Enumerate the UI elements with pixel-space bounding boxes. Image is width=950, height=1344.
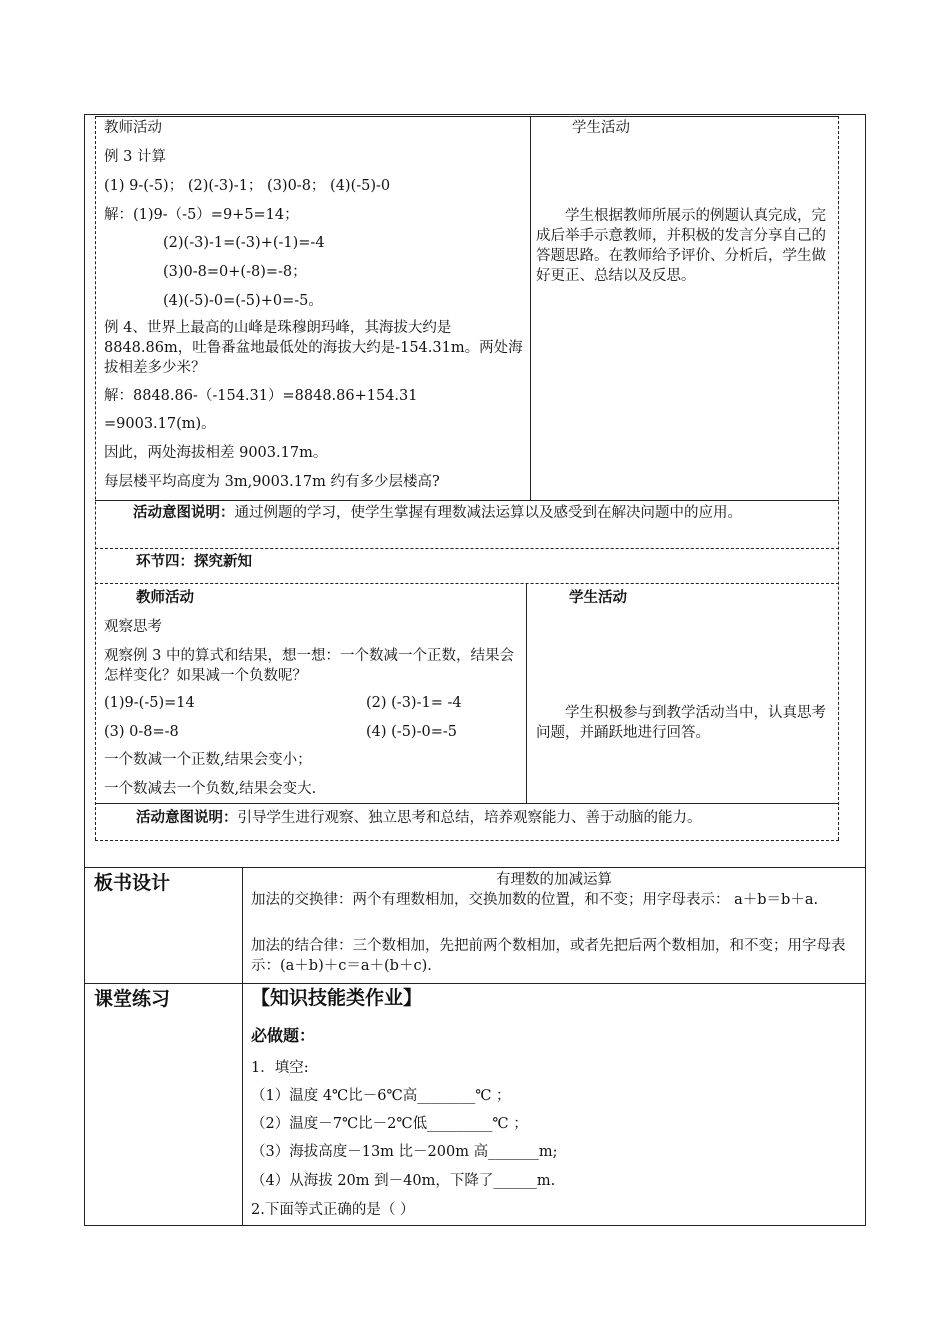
observe-text: 观察例 3 中的算式和结果，想一想：一个数减一个正数，结果会怎样变化？如果减一个负数呢？ (104, 648, 514, 684)
required-label: 必做题： (251, 1026, 316, 1045)
formula-2: (2) (-3)-1= -4 (366, 695, 462, 711)
example4-solution: 解：8848.86-（-154.31）=8848.86+154.31 (104, 388, 418, 404)
section4-divider (95, 803, 839, 804)
table-bottom-border (84, 1225, 866, 1226)
q1-item-3: （3）海拔高度－13m 比－200m 高_______m; (251, 1144, 558, 1160)
student-activity-header: 学生活动 (572, 120, 630, 136)
formula-4: (4) (-5)-0=-5 (366, 724, 457, 740)
teacher-activity-header: 教师活动 (104, 120, 162, 136)
q1-item-2: （2）温度－7℃比－2℃低_________℃ ； (251, 1116, 528, 1132)
example4-question: 每层楼平均高度为 3m,9003.17m 约有多少层楼高? (104, 474, 440, 490)
example4-conclusion: 因此，两处海拔相差 9003.17m。 (104, 445, 328, 461)
q2-title: 2.下面等式正确的是（ ） (251, 1202, 415, 1218)
student-activity-text-4: 学生积极参与到教学活动当中，认真思考问题，并踊跃地进行回答。 (536, 705, 826, 741)
board-associative: 加法的结合律：三个数相加，先把前两个数相加，或者先把后两个数相加，和不变；用字母表示：(a＋b)＋c＝a＋(b＋c). (251, 938, 846, 974)
formula-3: (3) 0-8=-8 (104, 724, 179, 740)
student-activity-header-4: 学生活动 (569, 589, 627, 606)
example3-title: 例 3 计算 (104, 149, 166, 165)
example3-problems: (1) 9-(-5)； (2)(-3)-1； (3)0-8； (4)(-5)-0 (104, 178, 391, 194)
student-activity-text: 学生根据教师所展示的例题认真完成，完成后举手示意教师，并积极的发言分享自己的答题思路。在教师给予评价、分析后，学生做好更正、总结以及反思。 (536, 208, 826, 284)
label-column-divider (242, 867, 243, 1225)
practice-label: 课堂练习 (94, 988, 171, 1010)
teacher-activity-header-4: 教师活动 (136, 589, 194, 606)
inner-left-dashed (95, 116, 96, 840)
solution-line-2: (2)(-3)-1=(-3)+(-1)=-4 (163, 235, 325, 251)
practice-top-border (84, 983, 866, 984)
q1-item-1: （1）温度 4℃比－6℃高________℃ ； (251, 1088, 511, 1104)
board-label: 板书设计 (94, 872, 171, 894)
conclusion-1: 一个数减一个正数,结果会变小； (104, 752, 312, 768)
board-title: 有理数的加减运算 (496, 872, 612, 888)
intent-label: 活动意图说明： (133, 504, 235, 521)
table-right-border (865, 114, 866, 1226)
board-top-border (84, 867, 866, 868)
q1-item-4: （4）从海拔 20m 到－40m，下降了______m. (251, 1173, 556, 1189)
solution-line-4: (4)(-5)-0=(-5)+0=-5。 (163, 293, 323, 309)
example4-text: 例 4、世界上最高的山峰是珠穆朗玛峰，其海拔大约是 8848.86m，吐鲁番盆地最低处的海拔大约是-154.31m。两处海拔相差多少米？ (104, 320, 523, 376)
section4-title: 环节四：探究新知 (136, 553, 252, 570)
board-commutative: 加法的交换律：两个有理数相加，交换加数的位置，和不变；用字母表示： a＋b＝b＋a. (251, 892, 819, 908)
q1-title: 1．填空: (251, 1060, 309, 1076)
table-top-border (84, 114, 866, 115)
activity-intent-4 (136, 808, 702, 828)
practice-heading: 【知识技能类作业】 (251, 987, 423, 1009)
section3-column-divider (530, 116, 531, 500)
example4-result: =9003.17(m)。 (104, 416, 216, 432)
intent-text: 通过例题的学习，使学生掌握有理数减法运算以及感受到在解决问题中的应用。 (234, 505, 742, 521)
observe-title: 观察思考 (104, 619, 162, 635)
formula-1: (1)9-(-5)=14 (104, 695, 195, 711)
inner-top-line (95, 116, 839, 117)
section3-divider (95, 500, 839, 501)
inner-bottom-dashed (95, 840, 839, 841)
solution-line-1: 解：(1)9-（-5）=9+5=14； (104, 207, 299, 223)
table-left-border (84, 114, 85, 1226)
conclusion-2: 一个数减去一个负数,结果会变大. (104, 781, 317, 797)
section4-title-bottom-dashed (95, 583, 839, 584)
section4-column-divider (526, 583, 527, 803)
solution-line-3: (3)0-8=0+(-8)=-8； (163, 264, 307, 280)
intent3-bottom-dashed (95, 548, 839, 549)
inner-right-dashed (838, 116, 839, 840)
intent-label-4: 活动意图说明： (136, 809, 238, 826)
activity-intent-3 (104, 503, 832, 523)
intent-text-4: 引导学生进行观察、独立思考和总结，培养观察能力、善于动脑的能力。 (237, 810, 702, 826)
